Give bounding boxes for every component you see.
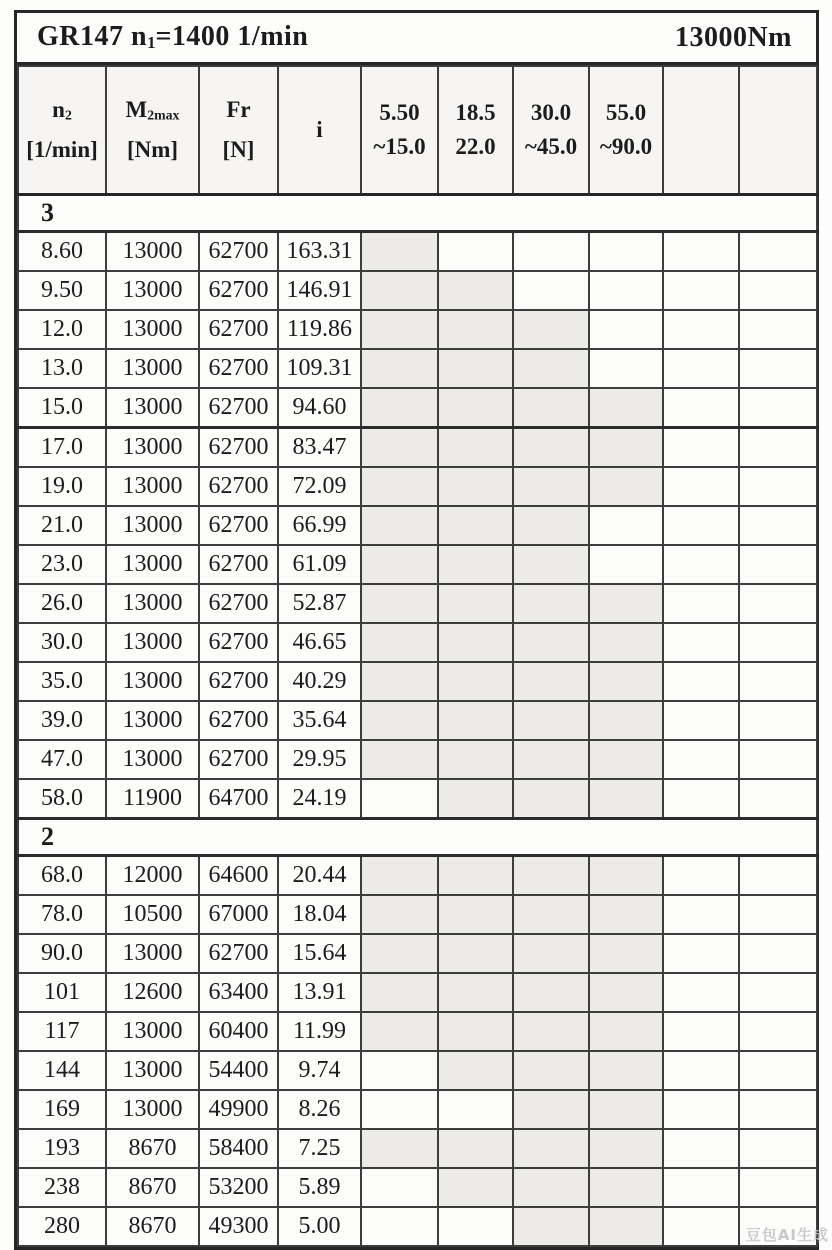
- table-row: [18, 895, 817, 934]
- cell-n2: 78.0: [18, 895, 106, 934]
- title-speed: =1400 1/min: [155, 21, 309, 53]
- col-header-fr: Fr [N]: [199, 66, 278, 195]
- power-range-cell: [589, 232, 663, 272]
- cell-i: 52.87: [278, 584, 361, 623]
- power-range-cell-applicable: [438, 388, 513, 428]
- power-range-cell: [663, 310, 739, 349]
- cell-i: 5.00: [278, 1207, 361, 1246]
- power-range-cell: [739, 856, 817, 896]
- power-range-cell: [663, 1051, 739, 1090]
- cell-i: 109.31: [278, 349, 361, 388]
- cell-fr: 62700: [199, 271, 278, 310]
- cell-fr: 64700: [199, 779, 278, 819]
- power-range-cell: [663, 1129, 739, 1168]
- cell-i: 8.26: [278, 1090, 361, 1129]
- power-range-cell: [739, 1090, 817, 1129]
- power-range-cell-applicable: [513, 1012, 589, 1051]
- table-row: [18, 934, 817, 973]
- power-range-cell-applicable: [361, 310, 438, 349]
- table-row: [18, 1012, 817, 1051]
- column-header-row: [18, 66, 817, 195]
- power-range-cell: [361, 1090, 438, 1129]
- cell-m2max: 13000: [106, 701, 199, 740]
- title-n1-subscript: 1: [147, 33, 156, 53]
- power-range-cell: [739, 662, 817, 701]
- title-model: GR147 n: [37, 21, 148, 53]
- power-range-cell-applicable: [513, 662, 589, 701]
- power-range-cell: [739, 545, 817, 584]
- power-range-cell-applicable: [589, 740, 663, 779]
- cell-n2: 68.0: [18, 856, 106, 896]
- power-range-cell-applicable: [361, 1129, 438, 1168]
- power-range-cell-applicable: [589, 1207, 663, 1246]
- power-range-cell-applicable: [589, 1051, 663, 1090]
- power-range-cell: [663, 1207, 739, 1246]
- cell-n2: 101: [18, 973, 106, 1012]
- table-row: [18, 1090, 817, 1129]
- power-range-cell-applicable: [589, 934, 663, 973]
- cell-i: 5.89: [278, 1168, 361, 1207]
- power-range-cell: [739, 1168, 817, 1207]
- power-range-cell: [739, 973, 817, 1012]
- cell-n2: 30.0: [18, 623, 106, 662]
- cell-n2: 19.0: [18, 467, 106, 506]
- cell-i: 119.86: [278, 310, 361, 349]
- cell-fr: 62700: [199, 545, 278, 584]
- power-range-cell: [589, 349, 663, 388]
- power-range-cell-applicable: [361, 349, 438, 388]
- cell-fr: 62700: [199, 467, 278, 506]
- table-row: [18, 388, 817, 428]
- table-row: [18, 506, 817, 545]
- col-header-n2: $n_2$ [1/min]: [18, 66, 106, 195]
- cell-i: 46.65: [278, 623, 361, 662]
- cell-m2max: 13000: [106, 934, 199, 973]
- power-range-cell-applicable: [513, 740, 589, 779]
- cell-n2: 169: [18, 1090, 106, 1129]
- power-range-cell: [663, 973, 739, 1012]
- power-range-cell-applicable: [589, 1090, 663, 1129]
- power-range-cell-applicable: [438, 895, 513, 934]
- power-range-cell-applicable: [361, 467, 438, 506]
- power-range-cell: [739, 1051, 817, 1090]
- cell-n2: 8.60: [18, 232, 106, 272]
- cell-fr: 49300: [199, 1207, 278, 1246]
- power-range-cell-applicable: [589, 467, 663, 506]
- power-range-cell-applicable: [513, 467, 589, 506]
- cell-i: 15.64: [278, 934, 361, 973]
- power-range-cell-applicable: [589, 779, 663, 819]
- power-range-cell: [663, 349, 739, 388]
- ratings-sheet: [14, 10, 819, 1250]
- power-range-cell-applicable: [589, 895, 663, 934]
- table-row: [18, 428, 817, 468]
- power-range-cell: [438, 1207, 513, 1246]
- power-range-cell: [663, 467, 739, 506]
- watermark: 豆包AI生成: [745, 1226, 829, 1244]
- power-range-cell-applicable: [438, 1168, 513, 1207]
- cell-fr: 62700: [199, 310, 278, 349]
- power-range-cell: [739, 779, 817, 819]
- power-range-cell-applicable: [438, 623, 513, 662]
- power-range-cell-applicable: [513, 1090, 589, 1129]
- power-range-cell: [739, 701, 817, 740]
- cell-n2: 21.0: [18, 506, 106, 545]
- power-range-cell: [739, 506, 817, 545]
- table-row: [18, 779, 817, 819]
- power-range-cell-applicable: [361, 232, 438, 272]
- cell-m2max: 13000: [106, 310, 199, 349]
- power-range-cell-applicable: [513, 310, 589, 349]
- power-range-cell-applicable: [361, 428, 438, 468]
- table-row: [18, 310, 817, 349]
- title-torque: 13000Nm: [674, 21, 792, 53]
- col-header-power-range-4: 55.0 ~90.0: [589, 66, 663, 195]
- power-range-cell-applicable: [438, 740, 513, 779]
- cell-i: 66.99: [278, 506, 361, 545]
- table-row: [18, 1051, 817, 1090]
- table-row: [18, 1129, 817, 1168]
- power-range-cell-applicable: [513, 506, 589, 545]
- power-range-cell-applicable: [589, 623, 663, 662]
- power-range-cell-applicable: [513, 1207, 589, 1246]
- cell-i: 72.09: [278, 467, 361, 506]
- power-range-cell: [663, 701, 739, 740]
- cell-i: 9.74: [278, 1051, 361, 1090]
- cell-m2max: 13000: [106, 623, 199, 662]
- cell-m2max: 12000: [106, 856, 199, 896]
- cell-fr: 62700: [199, 740, 278, 779]
- power-range-cell-applicable: [589, 428, 663, 468]
- cell-m2max: 13000: [106, 232, 199, 272]
- col-header-empty-2: [739, 66, 817, 195]
- power-range-cell-applicable: [361, 895, 438, 934]
- power-range-cell-applicable: [513, 1129, 589, 1168]
- power-range-cell: [739, 349, 817, 388]
- cell-fr: 60400: [199, 1012, 278, 1051]
- power-range-cell: [663, 388, 739, 428]
- ratings-table: [17, 65, 818, 1247]
- power-range-cell-applicable: [438, 1051, 513, 1090]
- cell-m2max: 8670: [106, 1207, 199, 1246]
- cell-fr: 62700: [199, 428, 278, 468]
- power-range-cell: [663, 428, 739, 468]
- power-range-cell: [739, 740, 817, 779]
- cell-i: 61.09: [278, 545, 361, 584]
- power-range-cell: [663, 1090, 739, 1129]
- cell-m2max: 10500: [106, 895, 199, 934]
- power-range-cell: [513, 232, 589, 272]
- power-range-cell-applicable: [361, 623, 438, 662]
- power-range-cell-applicable: [361, 388, 438, 428]
- power-range-cell-applicable: [513, 701, 589, 740]
- cell-fr: 62700: [199, 506, 278, 545]
- cell-i: 40.29: [278, 662, 361, 701]
- power-range-cell: [663, 232, 739, 272]
- table-row: [18, 1207, 817, 1246]
- power-range-cell-applicable: [513, 779, 589, 819]
- power-range-cell: [589, 271, 663, 310]
- power-range-cell: [663, 1012, 739, 1051]
- cell-m2max: 13000: [106, 1090, 199, 1129]
- power-range-cell-applicable: [589, 1168, 663, 1207]
- table-row: [18, 545, 817, 584]
- cell-n2: 26.0: [18, 584, 106, 623]
- power-range-cell-applicable: [438, 428, 513, 468]
- cell-m2max: 13000: [106, 349, 199, 388]
- section-label: 3: [18, 195, 817, 232]
- power-range-cell-applicable: [589, 856, 663, 896]
- power-range-cell: [663, 1168, 739, 1207]
- power-range-cell: [361, 1051, 438, 1090]
- power-range-cell-applicable: [438, 271, 513, 310]
- power-range-cell: [739, 934, 817, 973]
- cell-m2max: 13000: [106, 271, 199, 310]
- cell-fr: 67000: [199, 895, 278, 934]
- cell-fr: 62700: [199, 623, 278, 662]
- cell-i: 94.60: [278, 388, 361, 428]
- power-range-cell-applicable: [361, 271, 438, 310]
- cell-m2max: 13000: [106, 506, 199, 545]
- table-row: [18, 856, 817, 896]
- power-range-cell: [361, 1207, 438, 1246]
- cell-i: 13.91: [278, 973, 361, 1012]
- cell-i: 20.44: [278, 856, 361, 896]
- cell-n2: 23.0: [18, 545, 106, 584]
- table-row: [18, 1168, 817, 1207]
- cell-i: 18.04: [278, 895, 361, 934]
- power-range-cell: [438, 232, 513, 272]
- cell-m2max: 11900: [106, 779, 199, 819]
- power-range-cell: [739, 388, 817, 428]
- power-range-cell: [739, 1012, 817, 1051]
- cell-fr: 64600: [199, 856, 278, 896]
- power-range-cell: [739, 1129, 817, 1168]
- table-row: [18, 623, 817, 662]
- cell-n2: 39.0: [18, 701, 106, 740]
- power-range-cell: [739, 623, 817, 662]
- power-range-cell-applicable: [438, 310, 513, 349]
- col-header-power-range-3: 30.0 ~45.0: [513, 66, 589, 195]
- col-header-m2max: $M_{2max}$ [Nm]: [106, 66, 199, 195]
- cell-n2: 117: [18, 1012, 106, 1051]
- page-title: [37, 21, 308, 53]
- cell-m2max: 8670: [106, 1168, 199, 1207]
- power-range-cell-applicable: [438, 934, 513, 973]
- power-range-cell-applicable: [438, 506, 513, 545]
- cell-n2: 15.0: [18, 388, 106, 428]
- power-range-cell-applicable: [513, 584, 589, 623]
- power-range-cell: [739, 271, 817, 310]
- power-range-cell: [663, 895, 739, 934]
- power-range-cell-applicable: [513, 388, 589, 428]
- col-header-i: i: [278, 66, 361, 195]
- section-label: 2: [18, 819, 817, 856]
- power-range-cell: [663, 545, 739, 584]
- power-range-cell-applicable: [589, 1129, 663, 1168]
- power-range-cell-applicable: [361, 545, 438, 584]
- title-bar: [17, 13, 816, 65]
- cell-fr: 62700: [199, 388, 278, 428]
- power-range-cell-applicable: [513, 895, 589, 934]
- power-range-cell-applicable: [513, 623, 589, 662]
- power-range-cell: [739, 310, 817, 349]
- power-range-cell-applicable: [513, 1168, 589, 1207]
- cell-n2: 280: [18, 1207, 106, 1246]
- cell-n2: 47.0: [18, 740, 106, 779]
- power-range-cell: [663, 506, 739, 545]
- power-range-cell-applicable: [438, 545, 513, 584]
- cell-n2: 17.0: [18, 428, 106, 468]
- power-range-cell-applicable: [589, 973, 663, 1012]
- power-range-cell-applicable: [438, 584, 513, 623]
- power-range-cell-applicable: [513, 545, 589, 584]
- power-range-cell-applicable: [361, 1012, 438, 1051]
- cell-m2max: 13000: [106, 1012, 199, 1051]
- section-row: [18, 819, 817, 856]
- cell-m2max: 13000: [106, 467, 199, 506]
- table-row: [18, 232, 817, 272]
- power-range-cell: [739, 428, 817, 468]
- cell-m2max: 12600: [106, 973, 199, 1012]
- power-range-cell: [663, 740, 739, 779]
- power-range-cell-applicable: [438, 973, 513, 1012]
- power-range-cell: [663, 856, 739, 896]
- col-header-empty-1: [663, 66, 739, 195]
- table-body: [18, 195, 817, 1247]
- cell-fr: 58400: [199, 1129, 278, 1168]
- power-range-cell-applicable: [361, 856, 438, 896]
- cell-i: 146.91: [278, 271, 361, 310]
- cell-n2: 13.0: [18, 349, 106, 388]
- power-range-cell-applicable: [361, 506, 438, 545]
- power-range-cell-applicable: [361, 740, 438, 779]
- power-range-cell-applicable: [589, 388, 663, 428]
- power-range-cell-applicable: [589, 662, 663, 701]
- power-range-cell: [663, 584, 739, 623]
- cell-i: 24.19: [278, 779, 361, 819]
- power-range-cell: [739, 467, 817, 506]
- power-range-cell-applicable: [513, 428, 589, 468]
- cell-n2: 58.0: [18, 779, 106, 819]
- cell-n2: 193: [18, 1129, 106, 1168]
- power-range-cell: [438, 1090, 513, 1129]
- table-row: [18, 349, 817, 388]
- power-range-cell: [663, 271, 739, 310]
- power-range-cell: [589, 506, 663, 545]
- cell-m2max: 13000: [106, 740, 199, 779]
- power-range-cell-applicable: [513, 856, 589, 896]
- cell-m2max: 13000: [106, 388, 199, 428]
- cell-fr: 62700: [199, 232, 278, 272]
- power-range-cell-applicable: [438, 701, 513, 740]
- cell-m2max: 13000: [106, 584, 199, 623]
- power-range-cell: [513, 271, 589, 310]
- power-range-cell-applicable: [361, 662, 438, 701]
- cell-fr: 49900: [199, 1090, 278, 1129]
- cell-n2: 90.0: [18, 934, 106, 973]
- power-range-cell: [739, 584, 817, 623]
- section-row: [18, 195, 817, 232]
- power-range-cell: [589, 545, 663, 584]
- power-range-cell: [739, 232, 817, 272]
- col-header-power-range-2: 18.5 22.0: [438, 66, 513, 195]
- power-range-cell-applicable: [513, 973, 589, 1012]
- power-range-cell-applicable: [438, 779, 513, 819]
- cell-fr: 62700: [199, 701, 278, 740]
- power-range-cell-applicable: [438, 467, 513, 506]
- col-header-power-range-1: 5.50 ~15.0: [361, 66, 438, 195]
- cell-fr: 62700: [199, 662, 278, 701]
- power-range-cell-applicable: [513, 1051, 589, 1090]
- power-range-cell-applicable: [513, 349, 589, 388]
- cell-n2: 238: [18, 1168, 106, 1207]
- cell-n2: 144: [18, 1051, 106, 1090]
- cell-fr: 54400: [199, 1051, 278, 1090]
- table-row: [18, 271, 817, 310]
- cell-i: 7.25: [278, 1129, 361, 1168]
- table-row: [18, 701, 817, 740]
- cell-fr: 62700: [199, 349, 278, 388]
- power-range-cell: [663, 662, 739, 701]
- cell-n2: 35.0: [18, 662, 106, 701]
- power-range-cell: [663, 623, 739, 662]
- power-range-cell: [361, 1168, 438, 1207]
- cell-m2max: 13000: [106, 428, 199, 468]
- cell-m2max: 8670: [106, 1129, 199, 1168]
- power-range-cell-applicable: [438, 1012, 513, 1051]
- power-range-cell-applicable: [589, 1012, 663, 1051]
- table-row: [18, 584, 817, 623]
- cell-i: 11.99: [278, 1012, 361, 1051]
- power-range-cell-applicable: [361, 701, 438, 740]
- cell-m2max: 13000: [106, 545, 199, 584]
- power-range-cell: [739, 895, 817, 934]
- power-range-cell: [589, 310, 663, 349]
- cell-n2: 12.0: [18, 310, 106, 349]
- table-row: [18, 973, 817, 1012]
- power-range-cell-applicable: [361, 973, 438, 1012]
- cell-m2max: 13000: [106, 1051, 199, 1090]
- power-range-cell-applicable: [438, 1129, 513, 1168]
- power-range-cell-applicable: [589, 701, 663, 740]
- table-row: [18, 662, 817, 701]
- table-row: [18, 467, 817, 506]
- cell-fr: 62700: [199, 584, 278, 623]
- power-range-cell-applicable: [361, 934, 438, 973]
- cell-i: 35.64: [278, 701, 361, 740]
- cell-m2max: 13000: [106, 662, 199, 701]
- power-range-cell-applicable: [438, 349, 513, 388]
- cell-fr: 62700: [199, 934, 278, 973]
- cell-i: 29.95: [278, 740, 361, 779]
- cell-fr: 53200: [199, 1168, 278, 1207]
- power-range-cell-applicable: [361, 584, 438, 623]
- power-range-cell-applicable: [438, 856, 513, 896]
- power-range-cell-applicable: [589, 584, 663, 623]
- power-range-cell-applicable: [513, 934, 589, 973]
- power-range-cell: [663, 934, 739, 973]
- cell-fr: 63400: [199, 973, 278, 1012]
- power-range-cell: [361, 779, 438, 819]
- power-range-cell: [663, 779, 739, 819]
- cell-n2: 9.50: [18, 271, 106, 310]
- cell-i: 83.47: [278, 428, 361, 468]
- power-range-cell-applicable: [438, 662, 513, 701]
- cell-i: 163.31: [278, 232, 361, 272]
- table-row: [18, 740, 817, 779]
